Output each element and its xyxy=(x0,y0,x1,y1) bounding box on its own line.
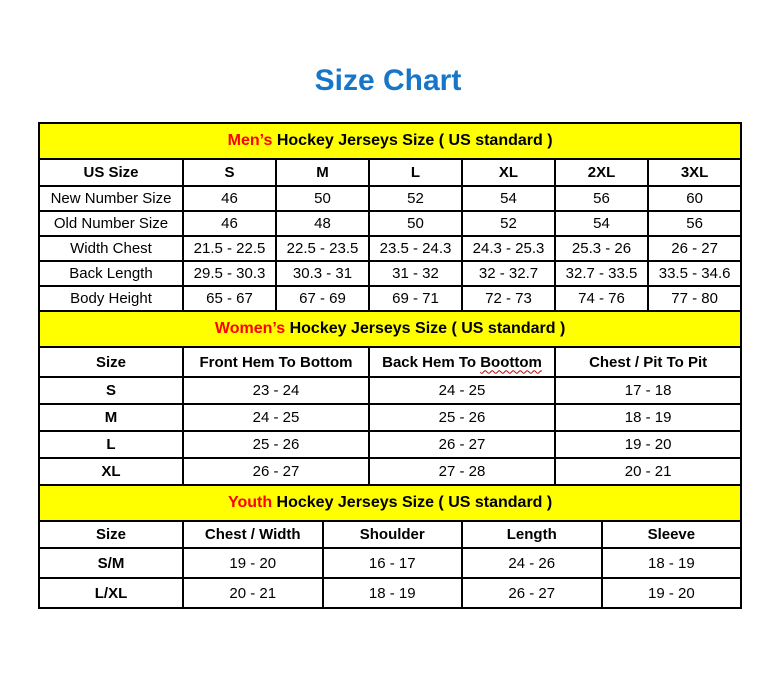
womens-section-band xyxy=(39,311,741,347)
mens-cell: 54 xyxy=(462,186,555,211)
womens-cell: 26 - 27 xyxy=(183,458,369,485)
youth-column-header: Chest / Width xyxy=(183,521,323,548)
youth-section xyxy=(39,485,741,608)
mens-section-band xyxy=(39,123,741,159)
womens-header-row xyxy=(39,347,741,377)
mens-row-label: Old Number Size xyxy=(39,211,183,236)
youth-column-header: Shoulder xyxy=(323,521,463,548)
womens-table-row xyxy=(39,404,741,431)
youth-cell: 24 - 26 xyxy=(462,548,602,578)
youth-band-accent: Youth xyxy=(227,494,273,511)
womens-column-header: Front Hem To Bottom xyxy=(183,347,369,377)
womens-cell: 19 - 20 xyxy=(555,431,741,458)
mens-cell: 60 xyxy=(648,186,741,211)
youth-row-label: L/XL xyxy=(39,578,183,608)
mens-cell: 24.3 - 25.3 xyxy=(462,236,555,261)
youth-section-band xyxy=(39,485,741,521)
mens-band-title xyxy=(39,123,741,159)
mens-cell: 23.5 - 24.3 xyxy=(369,236,462,261)
mens-cell: 25.3 - 26 xyxy=(555,236,648,261)
youth-cell: 18 - 19 xyxy=(602,548,742,578)
youth-cell: 19 - 20 xyxy=(602,578,742,608)
youth-cell: 20 - 21 xyxy=(183,578,323,608)
womens-band-accent: Women’s xyxy=(214,320,286,337)
youth-cell: 18 - 19 xyxy=(323,578,463,608)
womens-column-header-misspelled-word: Boottom xyxy=(480,353,542,371)
mens-cell: 74 - 76 xyxy=(555,286,648,311)
youth-band-rest: Hockey Jerseys Size ( US standard ) xyxy=(272,494,553,511)
mens-row-label: Back Length xyxy=(39,261,183,286)
mens-cell: 33.5 - 34.6 xyxy=(648,261,741,286)
womens-cell: 20 - 21 xyxy=(555,458,741,485)
mens-cell: 21.5 - 22.5 xyxy=(183,236,276,261)
mens-cell: 77 - 80 xyxy=(648,286,741,311)
youth-header-row xyxy=(39,521,741,548)
womens-cell: 24 - 25 xyxy=(183,404,369,431)
mens-column-header: S xyxy=(183,159,276,186)
womens-table-row xyxy=(39,377,741,404)
womens-row-label: S xyxy=(39,377,183,404)
mens-column-header: M xyxy=(276,159,369,186)
womens-row-label: L xyxy=(39,431,183,458)
womens-column-header-text: Back Hem To xyxy=(382,353,481,371)
womens-cell: 25 - 26 xyxy=(183,431,369,458)
mens-cell: 32 - 32.7 xyxy=(462,261,555,286)
mens-cell: 22.5 - 23.5 xyxy=(276,236,369,261)
youth-row-label: S/M xyxy=(39,548,183,578)
womens-cell: 25 - 26 xyxy=(369,404,555,431)
mens-cell: 67 - 69 xyxy=(276,286,369,311)
mens-cell: 26 - 27 xyxy=(648,236,741,261)
mens-section xyxy=(39,123,741,311)
mens-cell: 65 - 67 xyxy=(183,286,276,311)
mens-cell: 32.7 - 33.5 xyxy=(555,261,648,286)
mens-cell: 31 - 32 xyxy=(369,261,462,286)
mens-table-row xyxy=(39,236,741,261)
youth-column-header: Sleeve xyxy=(602,521,742,548)
mens-column-header: 2XL xyxy=(555,159,648,186)
mens-column-header: 3XL xyxy=(648,159,741,186)
mens-cell: 46 xyxy=(183,211,276,236)
size-chart-table xyxy=(38,122,742,609)
mens-row-label: Body Height xyxy=(39,286,183,311)
youth-cell: 26 - 27 xyxy=(462,578,602,608)
mens-cell: 30.3 - 31 xyxy=(276,261,369,286)
womens-cell: 26 - 27 xyxy=(369,431,555,458)
womens-table-row xyxy=(39,431,741,458)
mens-cell: 56 xyxy=(555,186,648,211)
womens-band-title xyxy=(39,311,741,347)
mens-cell: 69 - 71 xyxy=(369,286,462,311)
mens-cell: 48 xyxy=(276,211,369,236)
womens-table-row xyxy=(39,458,741,485)
mens-band-rest: Hockey Jerseys Size ( US standard ) xyxy=(272,132,553,149)
womens-cell: 27 - 28 xyxy=(369,458,555,485)
womens-column-header: Chest / Pit To Pit xyxy=(555,347,741,377)
mens-table-row xyxy=(39,211,741,236)
mens-header-row xyxy=(39,159,741,186)
mens-column-header: US Size xyxy=(39,159,183,186)
mens-cell: 46 xyxy=(183,186,276,211)
mens-cell: 52 xyxy=(462,211,555,236)
youth-cell: 16 - 17 xyxy=(323,548,463,578)
mens-cell: 50 xyxy=(369,211,462,236)
youth-table-row xyxy=(39,578,741,608)
mens-cell: 50 xyxy=(276,186,369,211)
mens-cell: 29.5 - 30.3 xyxy=(183,261,276,286)
womens-cell: 18 - 19 xyxy=(555,404,741,431)
womens-cell: 24 - 25 xyxy=(369,377,555,404)
womens-section xyxy=(39,311,741,485)
youth-band-title xyxy=(39,485,741,521)
mens-row-label: New Number Size xyxy=(39,186,183,211)
mens-table-row xyxy=(39,261,741,286)
mens-table-row xyxy=(39,286,741,311)
womens-cell: 17 - 18 xyxy=(555,377,741,404)
page-title: Size Chart xyxy=(314,64,462,97)
mens-cell: 52 xyxy=(369,186,462,211)
mens-cell: 72 - 73 xyxy=(462,286,555,311)
mens-column-header: XL xyxy=(462,159,555,186)
youth-column-header: Size xyxy=(39,521,183,548)
youth-table-row xyxy=(39,548,741,578)
youth-cell: 19 - 20 xyxy=(183,548,323,578)
womens-column-header: Size xyxy=(39,347,183,377)
mens-column-header: L xyxy=(369,159,462,186)
mens-cell: 56 xyxy=(648,211,741,236)
womens-row-label: XL xyxy=(39,458,183,485)
youth-column-header: Length xyxy=(462,521,602,548)
womens-cell: 23 - 24 xyxy=(183,377,369,404)
mens-band-accent: Men’s xyxy=(227,132,273,149)
womens-column-header xyxy=(369,347,555,377)
womens-row-label: M xyxy=(39,404,183,431)
mens-row-label: Width Chest xyxy=(39,236,183,261)
womens-band-rest: Hockey Jerseys Size ( US standard ) xyxy=(285,320,566,337)
mens-table-row xyxy=(39,186,741,211)
mens-cell: 54 xyxy=(555,211,648,236)
